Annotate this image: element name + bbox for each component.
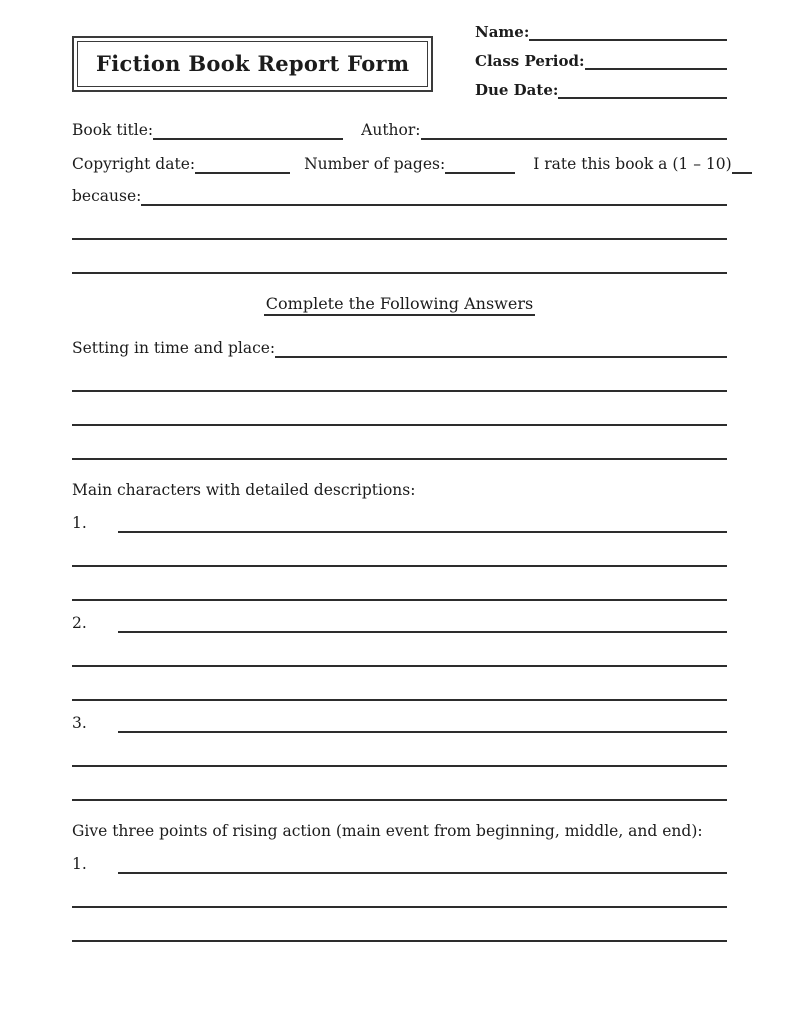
because-label: because:: [72, 187, 142, 205]
author-blank-line: [421, 138, 728, 140]
rating-label: I rate this book a (1 – 10): [533, 155, 732, 173]
section-heading-row: [72, 294, 727, 318]
number-of-pages-blank-line: [445, 172, 515, 174]
class-period-blank-line: [585, 68, 727, 70]
characters-label: Main characters with detailed descriptions:: [72, 481, 416, 499]
because-answer-line: [72, 240, 727, 274]
setting-answer-line: [72, 426, 727, 460]
because-blank-line: [141, 204, 727, 206]
rising-action-1-answer-line: [72, 908, 727, 942]
rising-action-label: Give three points of rising action (main event from beginning, middle, and end):: [72, 822, 703, 840]
because-row: [72, 180, 727, 206]
class-period-field-row: [475, 41, 727, 70]
rising-action-1-number: 1.: [72, 855, 87, 873]
student-info-block: [475, 12, 727, 99]
because-answer-line: [72, 206, 727, 240]
rising-action-1-answer-line: [72, 874, 727, 908]
character-2-answer-line: [72, 633, 727, 667]
book-title-blank-line: [153, 138, 343, 140]
form-title: Fiction Book Report Form: [77, 41, 428, 87]
character-1-answer-line: [72, 533, 727, 567]
name-blank-line: [529, 39, 727, 41]
name-field-row: [475, 12, 727, 41]
rising-action-1-blank-line: [118, 872, 727, 874]
copyright-date-label: Copyright date:: [72, 155, 196, 173]
author-label: Author:: [361, 121, 421, 139]
setting-blank-line: [275, 356, 727, 358]
character-3-answer-line: [72, 767, 727, 801]
character-1-answer-line: [72, 567, 727, 601]
copyright-pages-rating-row: [72, 148, 732, 174]
character-3-blank-line: [118, 731, 727, 733]
rising-action-1-row: [72, 846, 727, 874]
number-of-pages-label: Number of pages:: [304, 155, 446, 173]
setting-answer-line: [72, 358, 727, 392]
book-title-label: Book title:: [72, 121, 154, 139]
setting-row: [72, 332, 727, 358]
character-3-answer-line: [72, 733, 727, 767]
character-1-number: 1.: [72, 514, 87, 532]
form-title-box: [72, 36, 433, 92]
book-title-author-row: [72, 114, 727, 140]
class-period-label: Class Period:: [475, 52, 585, 70]
section-heading: Complete the Following Answers: [264, 294, 535, 316]
character-3-row: [72, 701, 727, 733]
name-label: Name:: [475, 23, 530, 41]
copyright-date-blank-line: [195, 172, 290, 174]
character-2-row: [72, 601, 727, 633]
due-date-field-row: [475, 70, 727, 99]
character-2-answer-line: [72, 667, 727, 701]
form-header: [72, 10, 727, 104]
due-date-blank-line: [558, 97, 727, 99]
character-1-blank-line: [118, 531, 727, 533]
character-2-number: 2.: [72, 614, 87, 632]
setting-label: Setting in time and place:: [72, 339, 276, 357]
character-1-row: [72, 505, 727, 533]
character-3-number: 3.: [72, 714, 87, 732]
character-2-blank-line: [118, 631, 727, 633]
setting-answer-line: [72, 392, 727, 426]
due-date-label: Due Date:: [475, 81, 559, 99]
rating-blank-line: [732, 172, 752, 174]
